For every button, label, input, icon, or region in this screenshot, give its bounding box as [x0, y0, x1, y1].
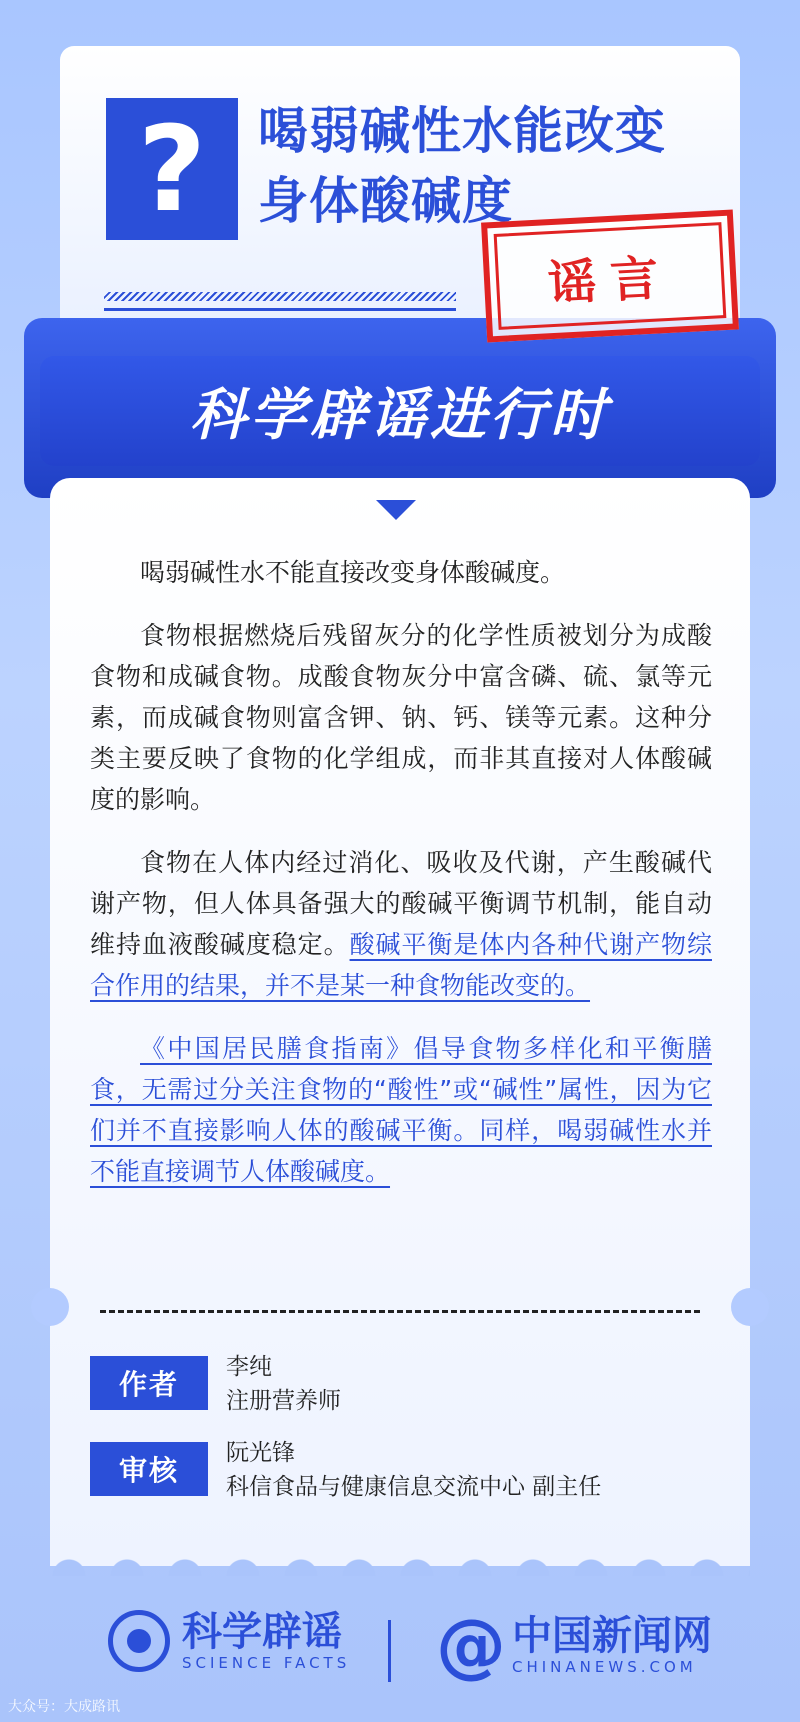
- paragraph-4: [90, 1028, 712, 1192]
- hatch-decoration: [104, 292, 456, 301]
- science-facts-logo-icon: [108, 1610, 170, 1672]
- section-banner: [40, 356, 760, 466]
- author-info: [226, 1350, 341, 1418]
- chinanews-logo-text: [512, 1614, 712, 1676]
- ticket-notch-left: [31, 1288, 69, 1326]
- reviewer-tag: 审核: [90, 1442, 208, 1496]
- question-mark-icon: ?: [106, 98, 238, 240]
- reviewer-name: 阮光锋: [226, 1440, 295, 1466]
- rumor-stamp: [481, 209, 739, 342]
- reviewer-title: 科信食品与健康信息交流中心 副主任: [226, 1474, 602, 1500]
- dashed-divider: [100, 1310, 700, 1313]
- author-tag: 作者: [90, 1356, 208, 1410]
- banner-title: 科学辟谣进行时: [190, 383, 610, 448]
- paragraph-3-highlight: 酸碱平衡是体内各种代谢产物综合作用的结果，并不是某一种食物能改变的。: [90, 930, 712, 1000]
- chinanews-brand: 中国新闻网: [512, 1613, 712, 1659]
- hatch-underline: [104, 308, 456, 311]
- paragraph-4-highlight: 《中国居民膳食指南》倡导食物多样化和平衡膳食，无需过分关注食物的“酸性”或“碱性”属性，因为它们并不直接影响人体的酸碱平衡。同样，喝弱碱性水并不能直接调节人体酸碱度。: [90, 1034, 712, 1186]
- ticket-notch-right: [731, 1288, 769, 1326]
- chinanews-sub: CHINANEWS.COM: [512, 1658, 697, 1676]
- paragraph-1: 喝弱碱性水不能直接改变身体酸碱度。: [140, 558, 566, 587]
- science-facts-sub: SCIENCE FACTS: [182, 1654, 351, 1672]
- paragraph-3-text: 食物在人体内经过消化、吸收及代谢，产生酸碱代谢产物，但人体具备强大的酸碱平衡调节机制，能自动维持血液酸碱度稳定。: [90, 848, 712, 959]
- science-facts-brand: 科学辟谣: [182, 1609, 342, 1655]
- author-name: 李纯: [226, 1354, 272, 1380]
- logo-divider: [388, 1620, 391, 1682]
- chinanews-logo: [436, 1604, 712, 1686]
- article-body: [90, 552, 712, 1214]
- reviewer-info: [226, 1436, 601, 1504]
- science-facts-logo: [108, 1610, 350, 1672]
- title-line-1: 喝弱碱性水能改变: [258, 102, 666, 160]
- science-facts-logo-text: [182, 1610, 350, 1672]
- down-triangle-icon: [376, 500, 416, 520]
- scalloped-edge: [50, 1540, 750, 1576]
- author-title: 注册营养师: [226, 1388, 341, 1414]
- paragraph-2: 食物根据燃烧后残留灰分的化学性质被划分为成酸食物和成碱食物。成酸食物灰分中富含磷、硫、氯等元素，而成碱食物则富含钾、钠、钙、镁等元素。这种分类主要反映了食物的化学组成，而非其直接对人体酸碱度的影响。: [90, 621, 712, 814]
- rumor-stamp-label: 谣言: [546, 249, 674, 312]
- at-sign-icon: @: [436, 1604, 506, 1686]
- title-line-2: 身体酸碱度: [258, 172, 513, 230]
- watermark: 大众号：大成路讯: [8, 1699, 120, 1715]
- paragraph-3: [90, 842, 712, 1006]
